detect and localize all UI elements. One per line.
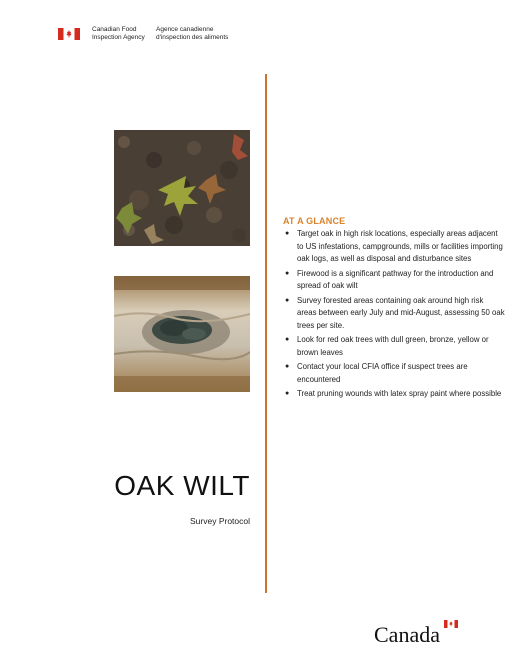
list-item-text: Target oak in high risk locations, especially areas adjacent to US infestations, campgrounds, mills or facilities importing oak logs, as well as disposal and disturbance sites bbox=[297, 229, 503, 263]
list-item bbox=[283, 388, 505, 401]
list-item-text: Look for red oak trees with dull green, bronze, yellow or brown leaves bbox=[297, 335, 489, 357]
agency-name-english bbox=[92, 26, 145, 41]
bullet-icon: ● bbox=[285, 390, 290, 397]
canada-wordmark-flag-icon bbox=[444, 620, 458, 628]
list-item bbox=[283, 361, 505, 386]
agency-fr-line1: Agence canadienne bbox=[156, 26, 214, 33]
agency-fr-line2: d'inspection des aliments bbox=[156, 33, 229, 41]
canada-flag-icon bbox=[58, 28, 80, 40]
bullet-icon: ● bbox=[285, 363, 290, 370]
list-item bbox=[283, 295, 505, 333]
agency-en-line2: Inspection Agency bbox=[92, 33, 145, 41]
list-item-text: Survey forested areas containing oak around high risk areas between early July and mid-August, assessing 50 oak trees per site. bbox=[297, 295, 505, 330]
list-item bbox=[283, 334, 505, 359]
bullet-icon: ● bbox=[285, 269, 290, 277]
list-item bbox=[283, 228, 505, 266]
vertical-divider bbox=[265, 74, 267, 593]
canada-wordmark bbox=[374, 620, 464, 646]
bullet-icon: ● bbox=[285, 296, 290, 304]
document-title: OAK WILT bbox=[114, 470, 250, 501]
agency-en-line1: Canadian Food bbox=[92, 26, 137, 33]
agency-name-french bbox=[156, 26, 228, 41]
list-item-text: Treat pruning wounds with latex spray paint where possible bbox=[297, 389, 502, 398]
canada-wordmark-text: Canada bbox=[374, 622, 440, 647]
bullet-icon: ● bbox=[285, 336, 290, 343]
at-a-glance-heading: AT A GLANCE bbox=[283, 216, 346, 226]
oak-wilt-fungal-mat-photo bbox=[114, 276, 250, 392]
at-a-glance-section bbox=[283, 216, 505, 403]
list-item bbox=[283, 268, 505, 293]
list-item-text: Firewood is a significant pathway for the introduction and spread of oak wilt bbox=[297, 268, 494, 290]
at-a-glance-list bbox=[283, 228, 505, 401]
oak-leaves-photo bbox=[114, 130, 250, 246]
bullet-icon: ● bbox=[285, 230, 290, 237]
document-subtitle: Survey Protocol bbox=[190, 516, 250, 526]
list-item-text: Contact your local CFIA office if suspect trees are encountered bbox=[297, 362, 468, 384]
